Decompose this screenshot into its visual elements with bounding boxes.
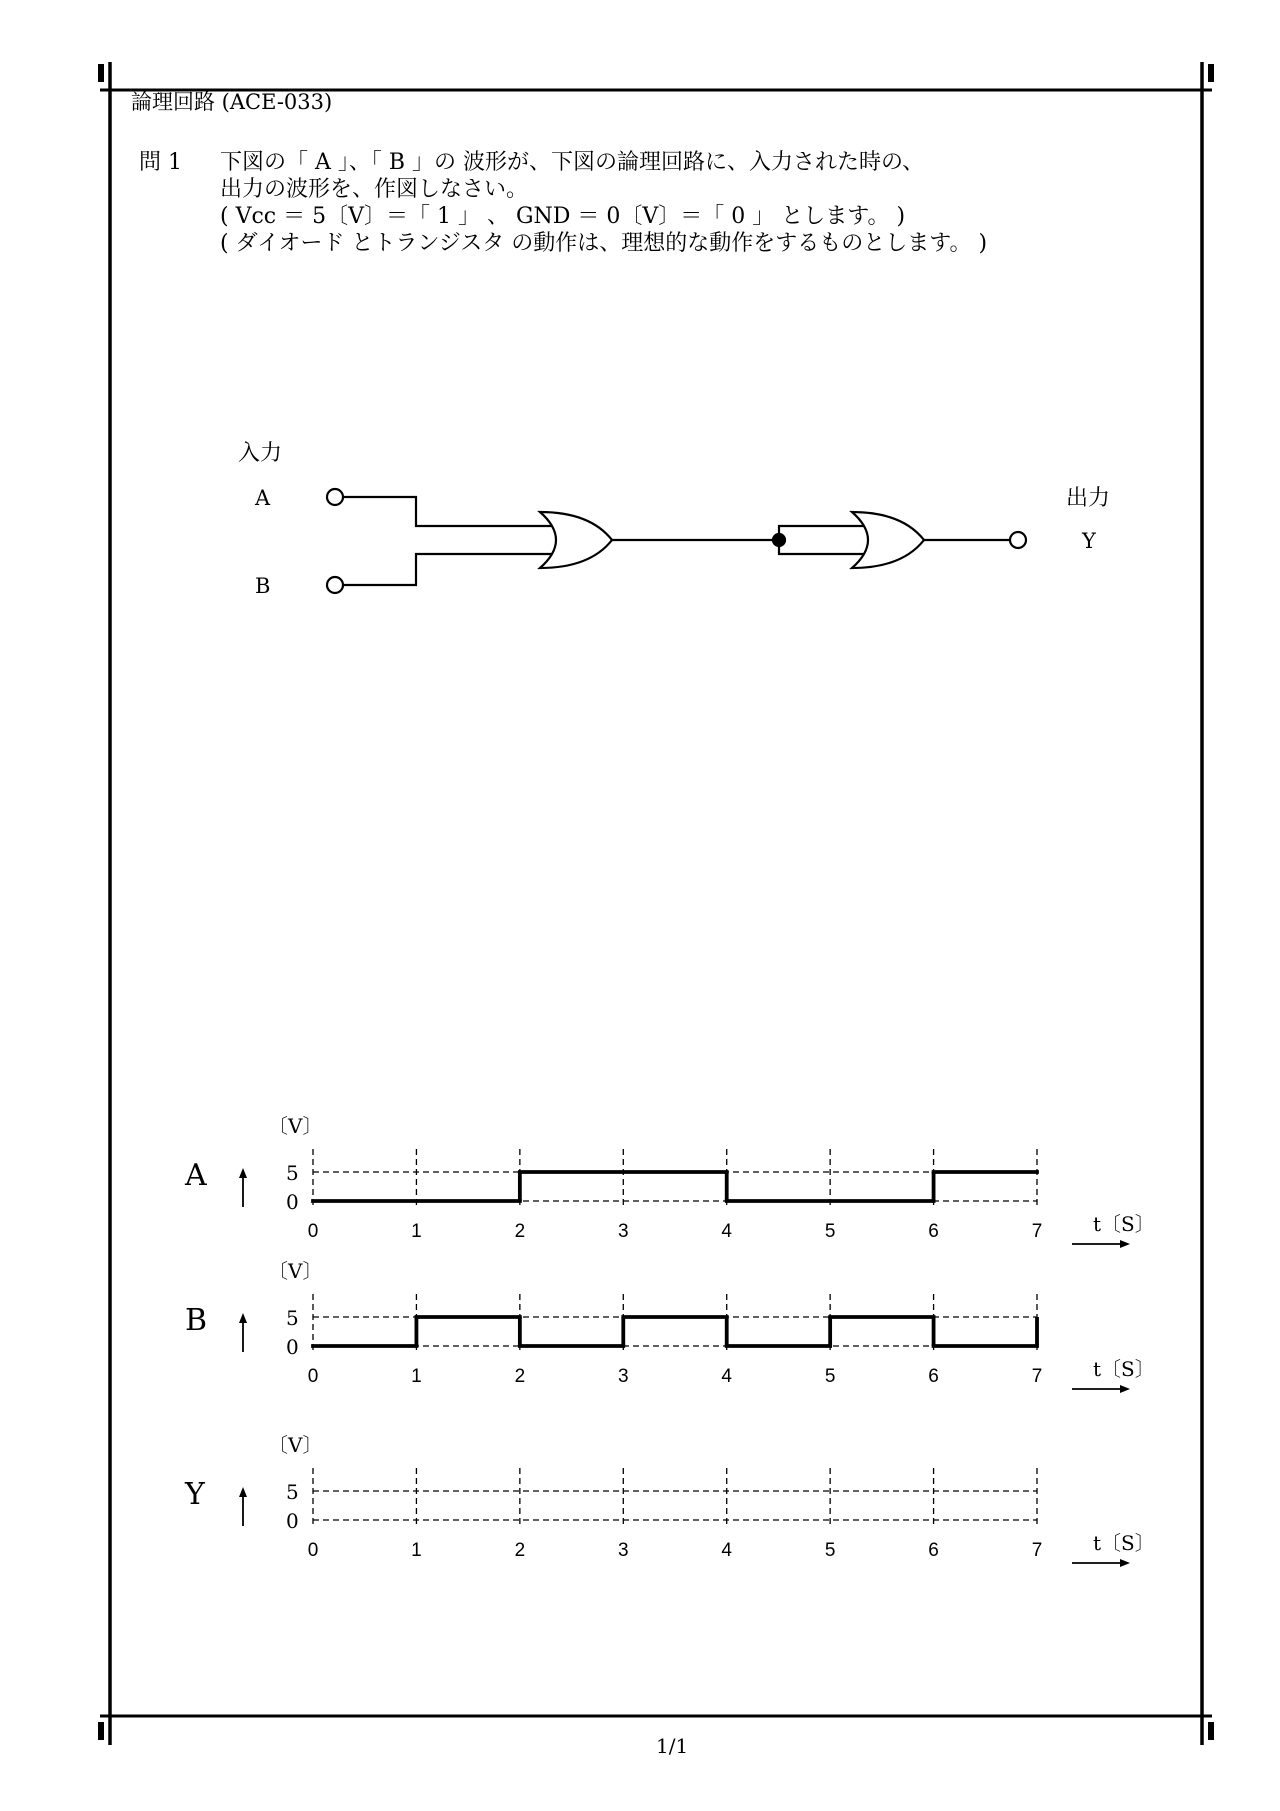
y-tick-label-b-0: 0: [286, 1335, 299, 1359]
y-tick-label-y-0: 0: [286, 1509, 299, 1533]
document-title: 論理回路 (ACE-033): [131, 90, 333, 114]
corner-mark-br: [1208, 1722, 1214, 1740]
x-axis-unit-b: t〔S〕: [1093, 1357, 1155, 1381]
axis-up-arrowhead-a: [239, 1168, 247, 1178]
output-y-label: Y: [1082, 529, 1096, 553]
wire-a: [343, 497, 555, 526]
x-tick-label-t3-a: 3: [617, 1221, 629, 1242]
x-axis-arrowhead-b: [1120, 1385, 1130, 1393]
timing-chart-y: [184, 1433, 1155, 1567]
x-tick-label-t4-b: 4: [721, 1366, 733, 1387]
input-b-label: B: [255, 574, 271, 598]
y-tick-label-a-5: 5: [286, 1161, 299, 1185]
x-axis-arrowhead-y: [1120, 1559, 1130, 1567]
page-frame: [98, 62, 1214, 1745]
corner-mark-bl: [98, 1722, 104, 1740]
x-tick-label-t6-b: 6: [928, 1366, 939, 1387]
x-tick-label-t3-b: 3: [617, 1366, 629, 1387]
or-gate-2: [852, 512, 924, 568]
or-gate-1: [540, 512, 612, 568]
axis-unit-label-b: 〔V〕: [268, 1259, 323, 1283]
output-heading: 出力: [1066, 486, 1111, 511]
timing-charts: [184, 1114, 1155, 1567]
x-tick-label-t7-y: 7: [1031, 1540, 1043, 1561]
output-y-terminal: [1010, 532, 1026, 548]
timing-chart-b: [185, 1259, 1155, 1393]
timing-chart-a: [184, 1114, 1155, 1248]
signal-name-y: Y: [185, 1477, 205, 1512]
axis-unit-label-y: 〔V〕: [268, 1433, 323, 1457]
x-tick-label-t5-y: 5: [824, 1540, 836, 1561]
x-tick-label-t0-a: 0: [307, 1221, 319, 1242]
x-axis-unit-a: t〔S〕: [1093, 1212, 1155, 1236]
x-tick-label-t7-b: 7: [1031, 1366, 1043, 1387]
x-tick-label-t6-a: 6: [928, 1221, 939, 1242]
x-tick-label-t0-b: 0: [307, 1366, 319, 1387]
axis-up-arrowhead-b: [239, 1313, 247, 1323]
input-heading: 入力: [238, 441, 283, 466]
question-text-line-1: 下図の「 A 」、「 B 」の 波形が、下図の論理回路に、入力された時の、: [220, 150, 925, 175]
question-text-line-4: ( ダイオード とトランジスタ の動作は、理想的な動作をするものとします。 ): [220, 231, 988, 256]
axis-up-arrowhead-y: [239, 1487, 247, 1497]
input-a-label: A: [255, 486, 271, 510]
x-tick-label-t1-a: 1: [411, 1221, 422, 1242]
x-axis-unit-y: t〔S〕: [1093, 1531, 1155, 1555]
x-tick-label-t1-b: 1: [411, 1366, 422, 1387]
x-tick-label-t5-b: 5: [824, 1366, 836, 1387]
x-tick-label-t2-y: 2: [514, 1540, 526, 1561]
x-tick-label-t7-a: 7: [1031, 1221, 1043, 1242]
signal-name-a: A: [185, 1158, 207, 1193]
question-text-line-3: ( Vcc ＝ 5〔V〕＝「 1 」 、 GND ＝ 0〔V〕＝「 0 」 とします。 ): [220, 204, 906, 229]
y-tick-label-b-5: 5: [286, 1306, 299, 1330]
x-tick-label-t2-b: 2: [514, 1366, 526, 1387]
axis-unit-label-a: 〔V〕: [268, 1114, 323, 1138]
input-b-terminal: [327, 577, 343, 593]
corner-mark-tr: [1208, 64, 1214, 82]
corner-mark-tl: [98, 64, 104, 82]
x-tick-label-t5-a: 5: [824, 1221, 836, 1242]
x-tick-label-t3-y: 3: [617, 1540, 629, 1561]
x-tick-label-t4-y: 4: [721, 1540, 733, 1561]
y-tick-label-a-0: 0: [286, 1190, 299, 1214]
x-axis-arrowhead-a: [1120, 1240, 1130, 1248]
x-tick-label-t1-y: 1: [411, 1540, 422, 1561]
x-tick-label-t2-a: 2: [514, 1221, 526, 1242]
signal-name-b: B: [185, 1303, 208, 1338]
input-a-terminal: [327, 489, 343, 505]
x-tick-label-t6-y: 6: [928, 1540, 939, 1561]
wire-tie-bottom: [779, 540, 868, 554]
question-number: 問 1: [139, 150, 182, 175]
question-text-line-2: 出力の波形を、作図しなさい。: [220, 177, 529, 202]
wire-b: [343, 554, 555, 585]
wire-tie-top: [779, 526, 868, 540]
x-tick-label-t0-y: 0: [307, 1540, 319, 1561]
logic-circuit: [238, 441, 1110, 598]
y-tick-label-y-5: 5: [286, 1480, 299, 1504]
x-tick-label-t4-a: 4: [721, 1221, 733, 1242]
page-number: 1/1: [656, 1734, 689, 1758]
